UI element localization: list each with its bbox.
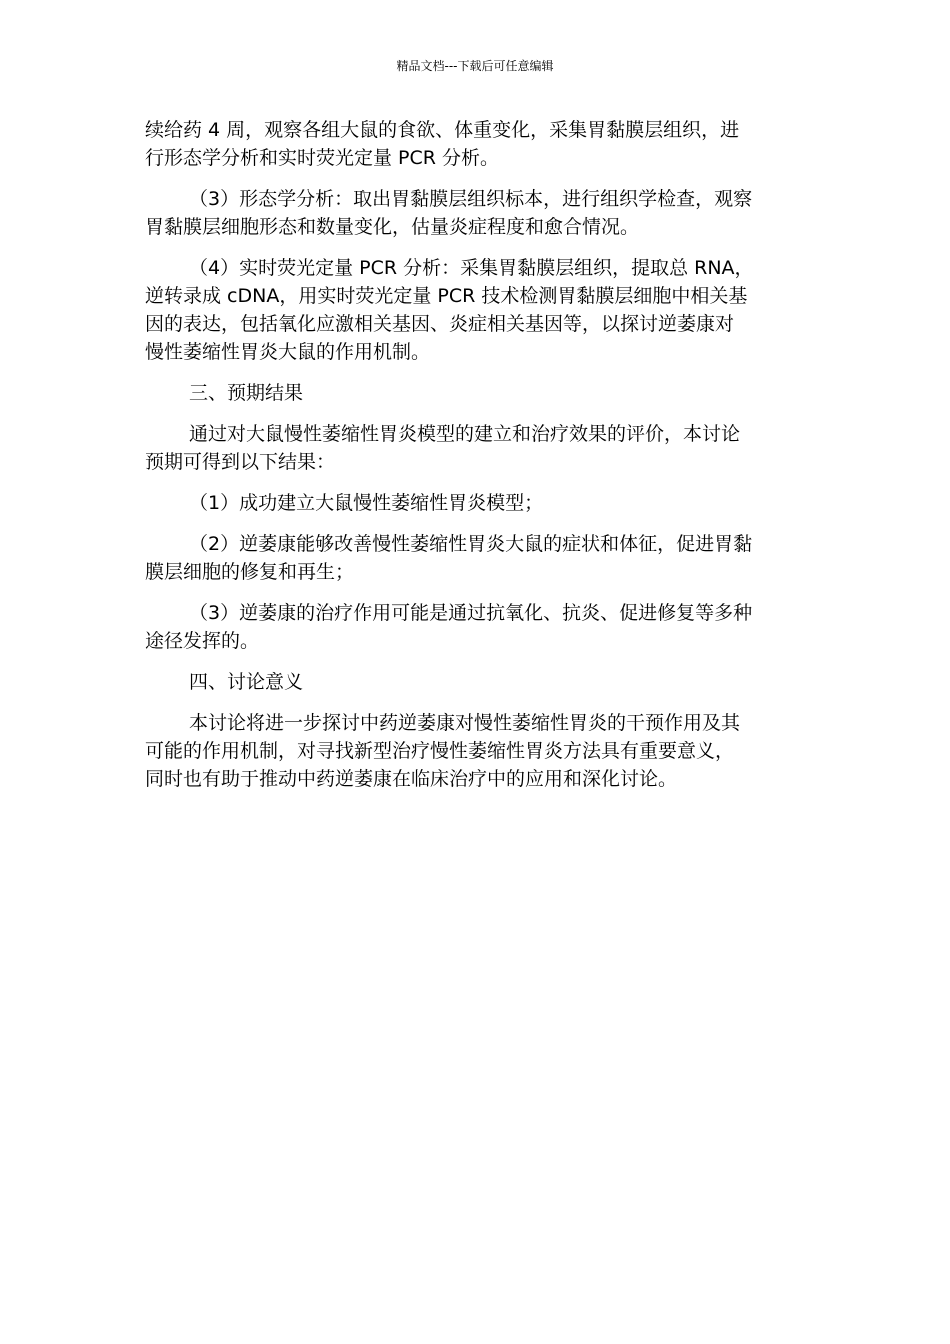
document-body <box>145 116 810 806</box>
section-heading-expected-results <box>145 379 810 407</box>
text-line: （1）成功建立大鼠慢性萎缩性胃炎模型； <box>189 492 544 514</box>
text-line: 慢性萎缩性胃炎大鼠的作用机制。 <box>145 341 431 363</box>
text-line: 可能的作用机制，对寻找新型治疗慢性萎缩性胃炎方法具有重要意义， <box>145 740 735 762</box>
section-heading-significance <box>145 668 810 696</box>
text-line: 因的表达，包括氧化应激相关基因、炎症相关基因等，以探讨逆萎康对 <box>145 313 735 335</box>
text-line: 胃黏膜层细胞形态和数量变化，估量炎症程度和愈合情况。 <box>145 216 640 238</box>
paragraph-method-continued <box>145 116 810 172</box>
paragraph-expected-intro <box>145 420 810 476</box>
text-line: 预期可得到以下结果： <box>145 451 336 473</box>
text-line: （2）逆萎康能够改善慢性萎缩性胃炎大鼠的症状和体征，促进胃黏 <box>189 533 753 555</box>
list-item-result-2 <box>145 530 810 586</box>
page-header: 精品文档---下载后可任意编辑 <box>396 59 554 73</box>
text-line: （3）逆萎康的治疗作用可能是通过抗氧化、抗炎、促进修复等多种 <box>189 602 753 624</box>
text-line: 同时也有助于推动中药逆萎康在临床治疗中的应用和深化讨论。 <box>145 768 678 790</box>
text-line: 逆转录成 cDNA，用实时荧光定量 PCR 技术检测胃黏膜层细胞中相关基 <box>145 285 748 307</box>
paragraph-morphology-analysis <box>145 185 810 241</box>
text-line: 本讨论将进一步探讨中药逆萎康对慢性萎缩性胃炎的干预作用及其 <box>189 712 741 734</box>
text-line: 三、预期结果 <box>189 382 304 404</box>
paragraph-significance <box>145 709 810 793</box>
text-line: 四、讨论意义 <box>189 671 304 693</box>
text-line: 续给药 4 周，观察各组大鼠的食欲、体重变化，采集胃黏膜层组织，进 <box>145 119 740 141</box>
paragraph-pcr-analysis <box>145 254 810 366</box>
text-line: 行形态学分析和实时荧光定量 PCR 分析。 <box>145 147 500 169</box>
text-line: 通过对大鼠慢性萎缩性胃炎模型的建立和治疗效果的评价，本讨论 <box>189 423 741 445</box>
list-item-result-1 <box>145 489 810 517</box>
text-line: 膜层细胞的修复和再生； <box>145 561 355 583</box>
text-line: （4）实时荧光定量 PCR 分析：采集胃黏膜层组织，提取总 RNA， <box>189 257 754 279</box>
list-item-result-3 <box>145 599 810 655</box>
text-line: 途径发挥的。 <box>145 630 260 652</box>
text-line: （3）形态学分析：取出胃黏膜层组织标本，进行组织学检查，观察 <box>189 188 753 210</box>
